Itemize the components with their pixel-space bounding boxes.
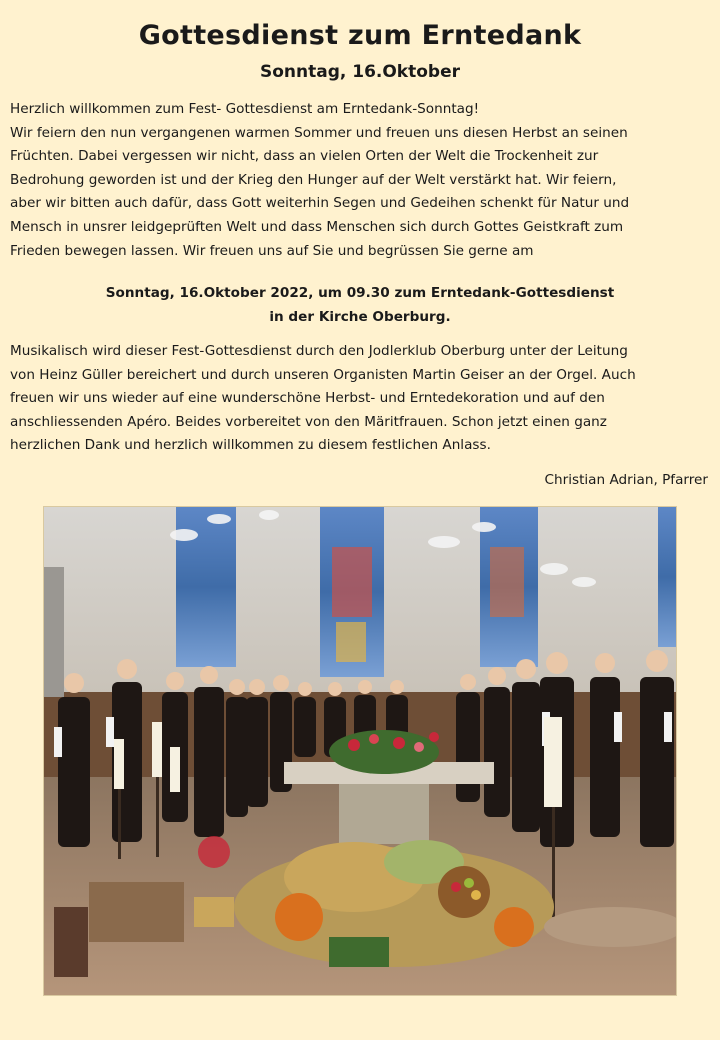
- page-subtitle: Sonntag, 16.Oktober: [259, 62, 461, 82]
- music-line: Musikalisch wird dieser Fest-Gottesdienst durch den Jodlerklub Oberburg unter der Leitung: [10, 343, 628, 359]
- signature: Christian Adrian, Pfarrer: [544, 472, 708, 488]
- music-line: von Heinz Güller bereichert und durch unseren Organisten Martin Geiser an der Orgel. Auch: [10, 366, 636, 383]
- music-line: anschliessenden Apéro. Beides vorbereitet von den Märitfrauen. Schon jetzt einen ganz: [10, 413, 607, 430]
- music-paragraph: [10, 340, 710, 458]
- intro-line: Herzlich willkommen zum Fest- Gottesdienst am Erntedank-Sonntag!: [10, 101, 480, 117]
- intro-paragraph: [10, 98, 710, 263]
- intro-line: Frieden bewegen lassen. Wir freuen uns auf Sie und begrüssen Sie gerne am: [10, 242, 534, 259]
- intro-line: Früchten. Dabei vergessen wir nicht, dass an vielen Orten der Welt die Trockenheit zur: [10, 148, 599, 165]
- intro-line: Mensch in unsrer leidgeprüften Welt und dass Menschen sich durch Gottes Geistkraft zum: [10, 218, 624, 235]
- event-date-line: Sonntag, 16.Oktober 2022, um 09.30 zum Erntedank-Gottesdienst: [105, 285, 615, 301]
- altar-flowers: [329, 730, 439, 774]
- photo-illustration: [44, 507, 676, 995]
- music-line: freuen wir uns wieder auf eine wunderschöne Herbst- und Erntedekoration und auf den: [10, 390, 605, 407]
- page-title: Gottesdienst zum Erntedank: [138, 20, 582, 51]
- intro-line: Wir feiern den nun vergangenen warmen Sommer und freuen uns diesen Herbst an seinen: [10, 124, 628, 141]
- music-line: herzlichen Dank und herzlich willkommen zu diesem festlichen Anlass.: [10, 437, 491, 454]
- intro-line: Bedrohung geworden ist und der Krieg den Hunger auf der Welt verstärkt hat. Wir feiern,: [10, 171, 617, 188]
- event-announcement: [0, 282, 720, 329]
- event-location-line: in der Kirche Oberburg.: [269, 308, 451, 325]
- intro-line: aber wir bitten auch dafür, dass Gott weiterhin Segen und Gedeihen schenkt für Natur und: [10, 195, 630, 212]
- church-harvest-photo: [43, 506, 677, 996]
